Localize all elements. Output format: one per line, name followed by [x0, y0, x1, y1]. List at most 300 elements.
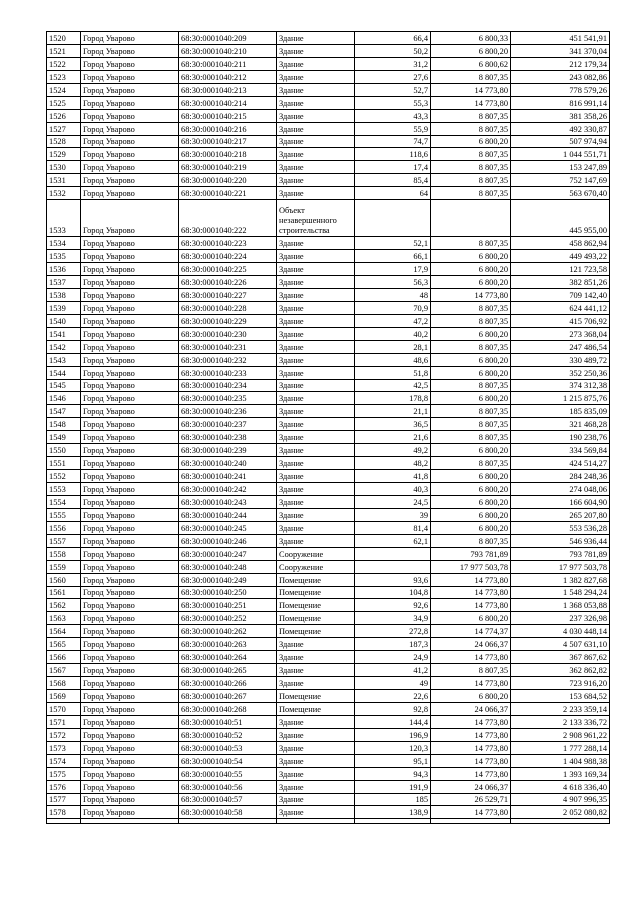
row-number-cell: 1574	[47, 754, 81, 767]
area-cell: 94,3	[355, 767, 431, 780]
cadastral-number-cell: 68:30:0001040:251	[179, 599, 277, 612]
object-type-cell: Здание	[277, 715, 355, 728]
object-type-cell: Здание	[277, 767, 355, 780]
locality-cell: Город Уварово	[81, 483, 179, 496]
cadastral-value-cell: 17 977 503,78	[511, 560, 610, 573]
row-number-cell: 1520	[47, 32, 81, 45]
cadastral-value-cell: 778 579,26	[511, 83, 610, 96]
table-row	[47, 288, 610, 301]
unit-value-cell: 14 773,80	[431, 83, 511, 96]
area-cell: 95,1	[355, 754, 431, 767]
object-type-cell: Здание	[277, 70, 355, 83]
row-number-cell: 1567	[47, 664, 81, 677]
table-row	[47, 728, 610, 741]
area-cell: 47,2	[355, 314, 431, 327]
cadastral-value-cell: 449 493,22	[511, 250, 610, 263]
unit-value-cell: 14 773,80	[431, 651, 511, 664]
area-cell: 43,3	[355, 109, 431, 122]
table-row	[47, 96, 610, 109]
cadastral-value-cell: 341 370,04	[511, 44, 610, 57]
area-cell: 28,1	[355, 340, 431, 353]
locality-cell: Город Уварово	[81, 96, 179, 109]
row-number-cell: 1537	[47, 276, 81, 289]
cadastral-value-cell: 1 404 988,38	[511, 754, 610, 767]
area-cell: 74,7	[355, 135, 431, 148]
cadastral-value-cell: 4 030 448,14	[511, 625, 610, 638]
row-number-cell: 1578	[47, 806, 81, 819]
locality-cell: Город Уварово	[81, 547, 179, 560]
area-cell: 62,1	[355, 534, 431, 547]
row-number-cell: 1541	[47, 327, 81, 340]
object-type-cell: Здание	[277, 263, 355, 276]
locality-cell: Город Уварово	[81, 586, 179, 599]
unit-value-cell: 14 774,37	[431, 625, 511, 638]
cadastral-value-cell: 492 330,87	[511, 122, 610, 135]
area-cell: 51,8	[355, 366, 431, 379]
locality-cell: Город Уварово	[81, 599, 179, 612]
row-number-cell: 1523	[47, 70, 81, 83]
locality-cell: Город Уварово	[81, 340, 179, 353]
area-cell: 48,2	[355, 457, 431, 470]
unit-value-cell: 8 807,35	[431, 301, 511, 314]
row-number-cell: 1572	[47, 728, 81, 741]
cadastral-number-cell: 68:30:0001040:223	[179, 237, 277, 250]
cadastral-value-cell: 352 250,36	[511, 366, 610, 379]
object-type-cell: Здание	[277, 418, 355, 431]
cadastral-value-cell: 507 974,94	[511, 135, 610, 148]
unit-value-cell: 8 807,35	[431, 457, 511, 470]
object-type-cell: Здание	[277, 457, 355, 470]
locality-cell: Город Уварово	[81, 431, 179, 444]
cadastral-number-cell: 68:30:0001040:247	[179, 547, 277, 560]
table-row	[47, 32, 610, 45]
unit-value-cell: 14 773,80	[431, 573, 511, 586]
cadastral-value-cell: 367 867,62	[511, 651, 610, 664]
area-cell: 104,8	[355, 586, 431, 599]
table-row	[47, 135, 610, 148]
cadastral-value-cell: 1 382 827,68	[511, 573, 610, 586]
cadastral-value-cell: 2 052 080,82	[511, 806, 610, 819]
table-row	[47, 301, 610, 314]
object-type-cell: Здание	[277, 340, 355, 353]
row-number-cell: 1545	[47, 379, 81, 392]
locality-cell: Город Уварово	[81, 379, 179, 392]
cadastral-value-cell: 1 215 875,76	[511, 392, 610, 405]
locality-cell: Город Уварово	[81, 457, 179, 470]
unit-value-cell	[431, 200, 511, 237]
cadastral-number-cell: 68:30:0001040:268	[179, 702, 277, 715]
area-cell	[355, 560, 431, 573]
object-type-cell: Здание	[277, 651, 355, 664]
row-number-cell: 1546	[47, 392, 81, 405]
locality-cell: Город Уварово	[81, 664, 179, 677]
row-number-cell: 1571	[47, 715, 81, 728]
unit-value-cell: 8 807,35	[431, 405, 511, 418]
row-number-cell: 1539	[47, 301, 81, 314]
locality-cell: Город Уварово	[81, 57, 179, 70]
row-number-cell: 1528	[47, 135, 81, 148]
table-row	[47, 508, 610, 521]
row-number-cell: 1570	[47, 702, 81, 715]
area-cell: 93,6	[355, 573, 431, 586]
table-row	[47, 534, 610, 547]
cadastral-value-cell: 624 441,12	[511, 301, 610, 314]
unit-value-cell: 8 807,35	[431, 187, 511, 200]
cadastral-value-cell: 553 536,28	[511, 521, 610, 534]
unit-value-cell: 8 807,35	[431, 161, 511, 174]
cadastral-number-cell: 68:30:0001040:265	[179, 664, 277, 677]
object-type-cell: Здание	[277, 109, 355, 122]
locality-cell: Город Уварово	[81, 200, 179, 237]
cadastral-value-cell: 185 835,09	[511, 405, 610, 418]
locality-cell: Город Уварово	[81, 418, 179, 431]
cadastral-number-cell: 68:30:0001040:222	[179, 200, 277, 237]
cadastral-value-cell: 166 604,90	[511, 495, 610, 508]
unit-value-cell: 24 066,37	[431, 780, 511, 793]
locality-cell: Город Уварово	[81, 263, 179, 276]
locality-cell: Город Уварово	[81, 573, 179, 586]
unit-value-cell: 14 773,80	[431, 728, 511, 741]
area-cell: 52,7	[355, 83, 431, 96]
locality-cell: Город Уварово	[81, 109, 179, 122]
unit-value-cell: 6 800,20	[431, 470, 511, 483]
cadastral-number-cell: 68:30:0001040:220	[179, 174, 277, 187]
locality-cell: Город Уварово	[81, 444, 179, 457]
unit-value-cell: 6 800,20	[431, 444, 511, 457]
unit-value-cell: 14 773,80	[431, 677, 511, 690]
cadastral-value-cell: 212 179,34	[511, 57, 610, 70]
table-row	[47, 174, 610, 187]
unit-value-cell: 8 807,35	[431, 379, 511, 392]
table-row	[47, 690, 610, 703]
locality-cell: Город Уварово	[81, 625, 179, 638]
table-row	[47, 793, 610, 806]
cadastral-number-cell: 68:30:0001040:233	[179, 366, 277, 379]
locality-cell: Город Уварово	[81, 237, 179, 250]
locality-cell: Город Уварово	[81, 612, 179, 625]
cadastral-number-cell: 68:30:0001040:219	[179, 161, 277, 174]
object-type-cell: Здание	[277, 638, 355, 651]
table-row	[47, 444, 610, 457]
unit-value-cell: 6 800,20	[431, 483, 511, 496]
area-cell: 70,9	[355, 301, 431, 314]
unit-value-cell: 24 066,37	[431, 702, 511, 715]
cadastral-number-cell: 68:30:0001040:241	[179, 470, 277, 483]
row-number-cell: 1554	[47, 495, 81, 508]
table-row	[47, 547, 610, 560]
cadastral-number-cell: 68:30:0001040:211	[179, 57, 277, 70]
object-type-cell: Здание	[277, 148, 355, 161]
cadastral-value-cell: 1 044 551,71	[511, 148, 610, 161]
unit-value-cell: 8 807,35	[431, 340, 511, 353]
area-cell: 31,2	[355, 57, 431, 70]
cadastral-number-cell: 68:30:0001040:228	[179, 301, 277, 314]
locality-cell: Город Уварово	[81, 83, 179, 96]
row-number-cell: 1548	[47, 418, 81, 431]
cadastral-number-cell: 68:30:0001040:217	[179, 135, 277, 148]
area-cell: 55,3	[355, 96, 431, 109]
cadastral-value-cell: 243 082,86	[511, 70, 610, 83]
cadastral-value-cell: 1 368 053,88	[511, 599, 610, 612]
cadastral-number-cell: 68:30:0001040:239	[179, 444, 277, 457]
object-type-cell: Здание	[277, 96, 355, 109]
table-row	[47, 148, 610, 161]
object-type-cell: Здание	[277, 187, 355, 200]
object-type-cell: Здание	[277, 44, 355, 57]
unit-value-cell: 8 807,35	[431, 109, 511, 122]
area-cell: 144,4	[355, 715, 431, 728]
locality-cell: Город Уварово	[81, 638, 179, 651]
area-cell: 17,4	[355, 161, 431, 174]
object-type-cell: Здание	[277, 780, 355, 793]
unit-value-cell: 6 800,20	[431, 495, 511, 508]
unit-value-cell: 14 773,80	[431, 806, 511, 819]
cadastral-number-cell: 68:30:0001040:56	[179, 780, 277, 793]
cadastral-value-cell: 247 486,54	[511, 340, 610, 353]
row-number-cell: 1565	[47, 638, 81, 651]
area-cell: 50,2	[355, 44, 431, 57]
object-type-cell: Здание	[277, 521, 355, 534]
row-number-cell: 1534	[47, 237, 81, 250]
unit-value-cell: 14 773,80	[431, 754, 511, 767]
row-number-cell: 1524	[47, 83, 81, 96]
table-row	[47, 200, 610, 237]
table-row	[47, 263, 610, 276]
cadastral-number-cell: 68:30:0001040:54	[179, 754, 277, 767]
cadastral-number-cell: 68:30:0001040:263	[179, 638, 277, 651]
area-cell: 39	[355, 508, 431, 521]
table-row	[47, 83, 610, 96]
area-cell: 17,9	[355, 263, 431, 276]
table-row	[47, 560, 610, 573]
table-row	[47, 780, 610, 793]
area-cell: 138,9	[355, 806, 431, 819]
unit-value-cell: 26 529,71	[431, 793, 511, 806]
area-cell: 66,4	[355, 32, 431, 45]
object-type-cell: Здание	[277, 483, 355, 496]
area-cell: 120,3	[355, 741, 431, 754]
cadastral-number-cell: 68:30:0001040:52	[179, 728, 277, 741]
cadastral-number-cell: 68:30:0001040:224	[179, 250, 277, 263]
cadastral-number-cell: 68:30:0001040:215	[179, 109, 277, 122]
cadastral-number-cell: 68:30:0001040:242	[179, 483, 277, 496]
cadastral-value-cell: 709 142,40	[511, 288, 610, 301]
object-type-cell: Здание	[277, 161, 355, 174]
locality-cell: Город Уварово	[81, 534, 179, 547]
locality-cell: Город Уварово	[81, 715, 179, 728]
object-type-cell: Объект незавершенного строительства	[277, 200, 355, 237]
locality-cell: Город Уварово	[81, 495, 179, 508]
object-type-cell: Здание	[277, 250, 355, 263]
cadastral-value-cell: 382 851,26	[511, 276, 610, 289]
object-type-cell: Сооружение	[277, 560, 355, 573]
cadastral-number-cell: 68:30:0001040:209	[179, 32, 277, 45]
trailing-blank-row	[47, 819, 610, 824]
cadastral-value-cell: 121 723,58	[511, 263, 610, 276]
locality-cell: Город Уварово	[81, 508, 179, 521]
row-number-cell: 1549	[47, 431, 81, 444]
table-row	[47, 70, 610, 83]
object-type-cell: Помещение	[277, 702, 355, 715]
locality-cell: Город Уварово	[81, 135, 179, 148]
cadastral-number-cell: 68:30:0001040:225	[179, 263, 277, 276]
cadastral-number-cell: 68:30:0001040:231	[179, 340, 277, 353]
object-type-cell: Здание	[277, 741, 355, 754]
unit-value-cell: 6 800,20	[431, 276, 511, 289]
row-number-cell: 1533	[47, 200, 81, 237]
locality-cell: Город Уварово	[81, 174, 179, 187]
locality-cell: Город Уварово	[81, 767, 179, 780]
cadastral-value-cell: 1 548 294,24	[511, 586, 610, 599]
table-row	[47, 625, 610, 638]
locality-cell: Город Уварово	[81, 560, 179, 573]
table-row	[47, 187, 610, 200]
cadastral-value-cell: 4 907 996,35	[511, 793, 610, 806]
cadastral-number-cell: 68:30:0001040:235	[179, 392, 277, 405]
area-cell: 178,8	[355, 392, 431, 405]
cadastral-value-table	[46, 31, 610, 824]
row-number-cell: 1540	[47, 314, 81, 327]
object-type-cell: Здание	[277, 431, 355, 444]
object-type-cell: Помещение	[277, 690, 355, 703]
unit-value-cell: 14 773,80	[431, 715, 511, 728]
object-type-cell: Здание	[277, 314, 355, 327]
cadastral-number-cell: 68:30:0001040:226	[179, 276, 277, 289]
unit-value-cell: 6 800,20	[431, 44, 511, 57]
table-row	[47, 109, 610, 122]
unit-value-cell: 8 807,35	[431, 664, 511, 677]
area-cell: 41,2	[355, 664, 431, 677]
area-cell: 64	[355, 187, 431, 200]
object-type-cell: Помещение	[277, 599, 355, 612]
row-number-cell: 1532	[47, 187, 81, 200]
object-type-cell: Здание	[277, 83, 355, 96]
object-type-cell: Здание	[277, 366, 355, 379]
table-row	[47, 418, 610, 431]
unit-value-cell: 8 807,35	[431, 237, 511, 250]
cadastral-number-cell: 68:30:0001040:51	[179, 715, 277, 728]
object-type-cell: Здание	[277, 664, 355, 677]
row-number-cell: 1564	[47, 625, 81, 638]
row-number-cell: 1547	[47, 405, 81, 418]
unit-value-cell: 6 800,62	[431, 57, 511, 70]
locality-cell: Город Уварово	[81, 32, 179, 45]
cadastral-value-cell: 563 670,40	[511, 187, 610, 200]
cadastral-value-cell: 374 312,38	[511, 379, 610, 392]
row-number-cell: 1521	[47, 44, 81, 57]
cadastral-number-cell: 68:30:0001040:234	[179, 379, 277, 392]
table-body	[47, 32, 610, 819]
area-cell: 40,2	[355, 327, 431, 340]
table-row	[47, 392, 610, 405]
row-number-cell: 1557	[47, 534, 81, 547]
cadastral-value-cell: 2 908 961,22	[511, 728, 610, 741]
locality-cell: Город Уварово	[81, 314, 179, 327]
area-cell	[355, 200, 431, 237]
locality-cell: Город Уварово	[81, 702, 179, 715]
unit-value-cell: 24 066,37	[431, 638, 511, 651]
row-number-cell: 1526	[47, 109, 81, 122]
area-cell: 81,4	[355, 521, 431, 534]
cadastral-number-cell: 68:30:0001040:246	[179, 534, 277, 547]
cadastral-number-cell: 68:30:0001040:218	[179, 148, 277, 161]
cadastral-value-cell: 1 393 169,34	[511, 767, 610, 780]
table-row	[47, 586, 610, 599]
object-type-cell: Здание	[277, 288, 355, 301]
locality-cell: Город Уварово	[81, 148, 179, 161]
row-number-cell: 1536	[47, 263, 81, 276]
row-number-cell: 1555	[47, 508, 81, 521]
cadastral-number-cell: 68:30:0001040:58	[179, 806, 277, 819]
table-row	[47, 340, 610, 353]
area-cell: 187,3	[355, 638, 431, 651]
unit-value-cell: 14 773,80	[431, 767, 511, 780]
cadastral-value-cell: 153 247,89	[511, 161, 610, 174]
unit-value-cell: 6 800,33	[431, 32, 511, 45]
object-type-cell: Здание	[277, 301, 355, 314]
cadastral-number-cell: 68:30:0001040:230	[179, 327, 277, 340]
cadastral-number-cell: 68:30:0001040:232	[179, 353, 277, 366]
cadastral-value-cell: 153 684,52	[511, 690, 610, 703]
table-row	[47, 806, 610, 819]
row-number-cell: 1542	[47, 340, 81, 353]
row-number-cell: 1558	[47, 547, 81, 560]
object-type-cell: Здание	[277, 534, 355, 547]
table-row	[47, 767, 610, 780]
object-type-cell: Здание	[277, 379, 355, 392]
unit-value-cell: 14 773,80	[431, 586, 511, 599]
cadastral-value-cell: 816 991,14	[511, 96, 610, 109]
row-number-cell: 1529	[47, 148, 81, 161]
object-type-cell: Здание	[277, 327, 355, 340]
cadastral-value-cell: 381 358,26	[511, 109, 610, 122]
unit-value-cell: 6 800,20	[431, 263, 511, 276]
cadastral-number-cell: 68:30:0001040:250	[179, 586, 277, 599]
locality-cell: Город Уварово	[81, 122, 179, 135]
locality-cell: Город Уварово	[81, 70, 179, 83]
area-cell: 196,9	[355, 728, 431, 741]
table-row	[47, 664, 610, 677]
table-row	[47, 405, 610, 418]
cadastral-value-cell: 546 936,44	[511, 534, 610, 547]
table-row	[47, 702, 610, 715]
locality-cell: Город Уварово	[81, 392, 179, 405]
row-number-cell: 1561	[47, 586, 81, 599]
table-row	[47, 521, 610, 534]
cadastral-number-cell: 68:30:0001040:214	[179, 96, 277, 109]
cadastral-value-cell: 451 541,91	[511, 32, 610, 45]
row-number-cell: 1551	[47, 457, 81, 470]
area-cell: 24,9	[355, 651, 431, 664]
cadastral-number-cell: 68:30:0001040:229	[179, 314, 277, 327]
area-cell	[355, 547, 431, 560]
table-row	[47, 327, 610, 340]
row-number-cell: 1559	[47, 560, 81, 573]
area-cell: 41,8	[355, 470, 431, 483]
area-cell: 49,2	[355, 444, 431, 457]
table-row	[47, 314, 610, 327]
table-row	[47, 573, 610, 586]
table-row	[47, 276, 610, 289]
object-type-cell: Здание	[277, 122, 355, 135]
cadastral-value-cell: 752 147,69	[511, 174, 610, 187]
table-row	[47, 379, 610, 392]
row-number-cell: 1566	[47, 651, 81, 664]
cadastral-value-cell: 424 514,27	[511, 457, 610, 470]
area-cell: 24,5	[355, 495, 431, 508]
area-cell: 92,8	[355, 702, 431, 715]
area-cell: 49	[355, 677, 431, 690]
